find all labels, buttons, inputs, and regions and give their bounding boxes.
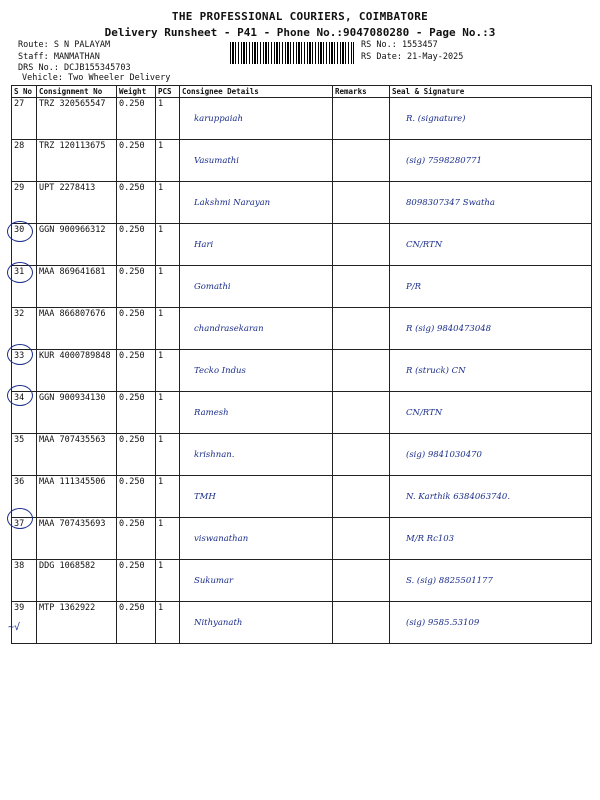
- cell-consignee: Lakshmi Narayan: [180, 182, 333, 224]
- row-31-circle-mark: [7, 262, 33, 283]
- cell-weight: 0.250: [117, 140, 156, 182]
- cell-sno: 30: [12, 224, 37, 266]
- cell-pcs: 1: [156, 266, 180, 308]
- tick-mark: ~√: [8, 622, 21, 633]
- cell-sno: 36: [12, 476, 37, 518]
- table-row: [12, 224, 592, 266]
- cell-sno: 37: [12, 518, 37, 560]
- cell-weight: 0.250: [117, 266, 156, 308]
- table-row: [12, 182, 592, 224]
- cell-signature: (sig) 9585.53109: [390, 602, 592, 644]
- cell-consignee: Tecko Indus: [180, 350, 333, 392]
- cell-consignment: MTP 1362922: [37, 602, 117, 644]
- cell-consignment: KUR 4000789848: [37, 350, 117, 392]
- cell-consignee: Hari: [180, 224, 333, 266]
- row-34-circle-mark: [7, 385, 33, 406]
- cell-consignee: Sukumar: [180, 560, 333, 602]
- cell-remarks: [333, 308, 390, 350]
- table-row: [12, 602, 592, 644]
- cell-signature: S. (sig) 8825501177: [390, 560, 592, 602]
- col-signature: Seal & Signature: [390, 86, 592, 98]
- cell-weight: 0.250: [117, 182, 156, 224]
- cell-pcs: 1: [156, 350, 180, 392]
- drs-info: DRS No.: DCJB155345703: [18, 63, 131, 73]
- cell-sno: 39: [12, 602, 37, 644]
- cell-signature: R (sig) 9840473048: [390, 308, 592, 350]
- cell-consignment: GGN 900934130: [37, 392, 117, 434]
- cell-weight: 0.250: [117, 602, 156, 644]
- cell-consignment: UPT 2278413: [37, 182, 117, 224]
- table-row: [12, 308, 592, 350]
- table-row: [12, 518, 592, 560]
- cell-remarks: [333, 224, 390, 266]
- cell-consignment: TRZ 120113675: [37, 140, 117, 182]
- col-sno: S No: [12, 86, 37, 98]
- cell-weight: 0.250: [117, 560, 156, 602]
- cell-pcs: 1: [156, 392, 180, 434]
- cell-remarks: [333, 476, 390, 518]
- cell-signature: N. Karthik 6384063740.: [390, 476, 592, 518]
- cell-consignment: MAA 866807676: [37, 308, 117, 350]
- cell-pcs: 1: [156, 308, 180, 350]
- cell-signature: CN/RTN: [390, 392, 592, 434]
- table-row: [12, 476, 592, 518]
- cell-remarks: [333, 98, 390, 140]
- cell-pcs: 1: [156, 98, 180, 140]
- table-row: [12, 140, 592, 182]
- cell-consignee: chandrasekaran: [180, 308, 333, 350]
- col-weight: Weight: [117, 86, 156, 98]
- table-body: [12, 98, 592, 644]
- cell-signature: CN/RTN: [390, 224, 592, 266]
- cell-remarks: [333, 518, 390, 560]
- rs-date: RS Date: 21-May-2025: [361, 52, 464, 62]
- row-30-circle-mark: [7, 221, 33, 242]
- company-title: THE PROFESSIONAL COURIERS, COIMBATORE: [171, 10, 429, 23]
- cell-pcs: 1: [156, 434, 180, 476]
- runsheet-table: [11, 85, 592, 644]
- table-row: [12, 434, 592, 476]
- row-37-circle-mark: [7, 508, 33, 529]
- cell-consignment: TRZ 320565547: [37, 98, 117, 140]
- cell-remarks: [333, 140, 390, 182]
- cell-consignee: Ramesh: [180, 392, 333, 434]
- cell-consignee: viswanathan: [180, 518, 333, 560]
- cell-sno: 28: [12, 140, 37, 182]
- barcode: [230, 42, 354, 64]
- cell-consignee: Nithyanath: [180, 602, 333, 644]
- cell-pcs: 1: [156, 224, 180, 266]
- cell-sno: 38: [12, 560, 37, 602]
- cell-signature: (sig) 7598280771: [390, 140, 592, 182]
- vehicle-info: Vehicle: Two Wheeler Delivery: [22, 73, 171, 83]
- table-header-row: [12, 86, 592, 98]
- table-row: [12, 560, 592, 602]
- cell-sno: 31: [12, 266, 37, 308]
- col-pcs: PCS: [156, 86, 180, 98]
- cell-remarks: [333, 602, 390, 644]
- cell-remarks: [333, 392, 390, 434]
- cell-consignment: MAA 111345506: [37, 476, 117, 518]
- route-info: Route: S N PALAYAM: [18, 40, 111, 50]
- cell-weight: 0.250: [117, 392, 156, 434]
- cell-pcs: 1: [156, 518, 180, 560]
- cell-consignee: TMH: [180, 476, 333, 518]
- table-row: [12, 266, 592, 308]
- cell-weight: 0.250: [117, 518, 156, 560]
- table-row: [12, 392, 592, 434]
- cell-signature: P/R: [390, 266, 592, 308]
- cell-weight: 0.250: [117, 350, 156, 392]
- cell-sno: 34: [12, 392, 37, 434]
- cell-consignment: MAA 707435693: [37, 518, 117, 560]
- cell-remarks: [333, 560, 390, 602]
- runsheet-title: Delivery Runsheet - P41 - Phone No.:9047080280 - Page No.:3: [104, 26, 496, 39]
- cell-consignment: GGN 900966312: [37, 224, 117, 266]
- cell-pcs: 1: [156, 602, 180, 644]
- cell-pcs: 1: [156, 560, 180, 602]
- row-33-circle-mark: [7, 344, 33, 365]
- cell-remarks: [333, 350, 390, 392]
- cell-weight: 0.250: [117, 476, 156, 518]
- cell-signature: 8098307347 Swatha: [390, 182, 592, 224]
- cell-consignee: Gomathi: [180, 266, 333, 308]
- cell-sno: 27: [12, 98, 37, 140]
- cell-remarks: [333, 182, 390, 224]
- cell-remarks: [333, 434, 390, 476]
- cell-signature: R. (signature): [390, 98, 592, 140]
- rs-number: RS No.: 1553457: [361, 40, 438, 50]
- cell-sno: 33: [12, 350, 37, 392]
- cell-consignee: karuppaiah: [180, 98, 333, 140]
- cell-remarks: [333, 266, 390, 308]
- cell-sno: 32: [12, 308, 37, 350]
- cell-pcs: 1: [156, 476, 180, 518]
- cell-consignment: MAA 707435563: [37, 434, 117, 476]
- cell-weight: 0.250: [117, 224, 156, 266]
- col-consignment: Consignment No: [37, 86, 117, 98]
- col-remarks: Remarks: [333, 86, 390, 98]
- table-row: [12, 350, 592, 392]
- cell-pcs: 1: [156, 182, 180, 224]
- cell-consignee: krishnan.: [180, 434, 333, 476]
- cell-consignment: MAA 869641681: [37, 266, 117, 308]
- cell-weight: 0.250: [117, 434, 156, 476]
- cell-weight: 0.250: [117, 308, 156, 350]
- cell-signature: (sig) 9841030470: [390, 434, 592, 476]
- cell-consignee: Vasumathi: [180, 140, 333, 182]
- cell-pcs: 1: [156, 140, 180, 182]
- col-consignee: Consignee Details: [180, 86, 333, 98]
- cell-consignment: DDG 1068582: [37, 560, 117, 602]
- cell-signature: M/R Rc103: [390, 518, 592, 560]
- table-row: [12, 98, 592, 140]
- cell-sno: 35: [12, 434, 37, 476]
- cell-signature: R (struck) CN: [390, 350, 592, 392]
- cell-weight: 0.250: [117, 98, 156, 140]
- cell-sno: 29: [12, 182, 37, 224]
- staff-info: Staff: MANMATHAN: [18, 52, 100, 62]
